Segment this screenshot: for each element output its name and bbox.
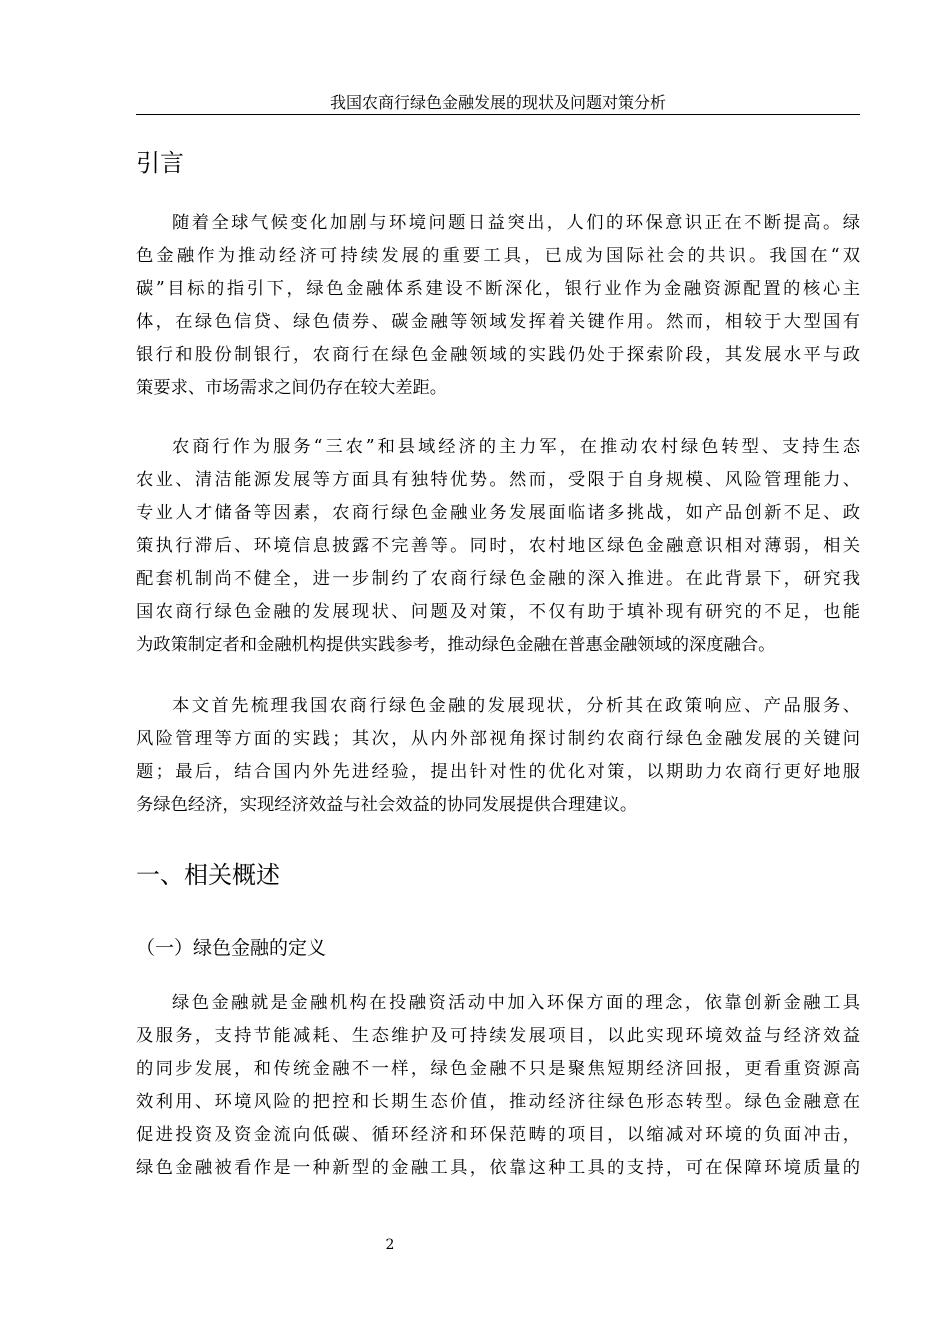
text-line: 务绿色经济，实现经济效益与社会效益的协同发展提供合理建议。	[136, 795, 638, 815]
text-line: 绿色金融就是金融机构在投融资活动中加入环保方面的理念，依靠创新金融工具	[172, 993, 860, 1013]
text-line: 银行和股份制银行，农商行在绿色金融领域的实践仍处于探索阶段，其发展水平与政	[136, 345, 860, 365]
text-line: 为政策制定者和金融机构提供实践参考，推动绿色金融在普惠金融领域的深度融合。	[136, 635, 776, 655]
text-line: 绿色金融被看作是一种新型的金融工具，依靠这种工具的支持，可在保障环境质量的	[136, 1158, 860, 1178]
text-line: 题；最后，结合国内外先进经验，提出针对性的优化对策，以期助力农商行更好地服	[136, 762, 860, 782]
intro-paragraph-3	[136, 690, 860, 822]
header-divider	[136, 114, 860, 115]
text-line: 碳”目标的指引下，绿色金融体系建设不断深化，银行业作为金融资源配置的核心主	[136, 279, 860, 299]
text-line: 农商行作为服务“三农”和县域经济的主力军，在推动农村绿色转型、支持生态	[172, 437, 860, 457]
text-line: 农业、清洁能源发展等方面具有独特优势。然而，受限于自身规模、风险管理能力、	[136, 470, 860, 490]
text-line: 国农商行绿色金融的发展现状、问题及对策，不仅有助于填补现有研究的不足，也能	[136, 602, 860, 622]
running-header: 我国农商行绿色金融发展的现状及问题对策分析	[329, 93, 666, 112]
text-line: 策执行滞后、环境信息披露不完善等。同时，农村地区绿色金融意识相对薄弱，相关	[136, 536, 860, 556]
text-line: 促进投资及资金流向低碳、循环经济和环保范畴的项目，以缩减对环境的负面冲击，	[136, 1125, 860, 1145]
text-line: 策要求、市场需求之间仍存在较大差距。	[136, 378, 448, 398]
section-heading: 一、相关概述	[136, 861, 280, 889]
text-line: 本文首先梳理我国农商行绿色金融的发展现状，分析其在政策响应、产品服务、	[172, 696, 860, 716]
text-line: 配套机制尚不健全，进一步制约了农商行绿色金融的深入推进。在此背景下，研究我	[136, 569, 860, 589]
subsection-heading: （一）绿色金融的定义	[136, 937, 327, 959]
intro-paragraph-2	[136, 431, 860, 662]
text-line: 效利用、环境风险的把控和长期生态价值，推动经济往绿色形态转型。绿色金融意在	[136, 1092, 860, 1112]
text-line: 的同步发展，和传统金融不一样，绿色金融不只是聚焦短期经济回报，更看重资源高	[136, 1059, 860, 1079]
intro-heading: 引言	[136, 149, 184, 177]
page-number: 2	[385, 1237, 395, 1253]
text-line: 随着全球气候变化加剧与环境问题日益突出，人们的环保意识正在不断提高。绿	[172, 213, 860, 233]
text-line: 专业人才储备等因素，农商行绿色金融业务发展面临诸多挑战，如产品创新不足、政	[136, 503, 860, 523]
text-line: 体，在绿色信贷、绿色债券、碳金融等领域发挥着关键作用。然而，相较于大型国有	[136, 312, 860, 332]
definition-paragraph	[136, 987, 860, 1185]
text-line: 风险管理等方面的实践；其次，从内外部视角探讨制约农商行绿色金融发展的关键问	[136, 729, 860, 749]
intro-paragraph-1	[136, 207, 860, 405]
text-line: 及服务，支持节能减耗、生态维护及可持续发展项目，以此实现环境效益与经济效益	[136, 1026, 860, 1046]
text-line: 色金融作为推动经济可持续发展的重要工具，已成为国际社会的共识。我国在“双	[136, 246, 860, 266]
